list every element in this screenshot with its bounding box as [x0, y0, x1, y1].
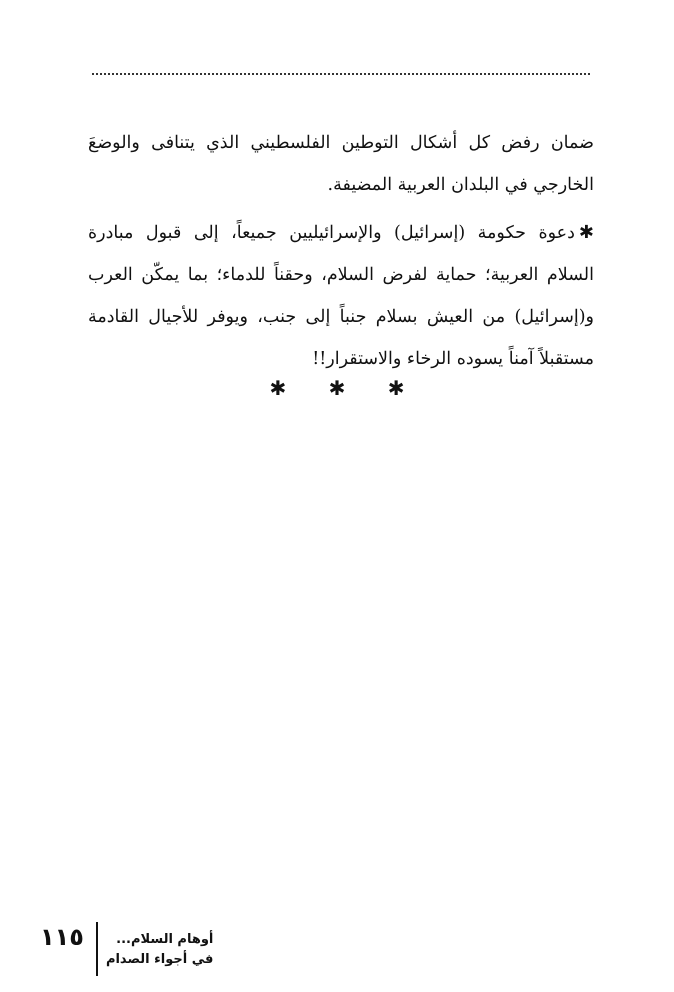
header-dotted-rule: [92, 73, 590, 75]
asterisk-icon: ✱: [269, 376, 287, 400]
asterisk-bullet-icon: ✱: [578, 222, 594, 243]
footer-divider: [96, 922, 98, 976]
book-title: [106, 922, 213, 970]
asterisk-icon: ✱: [387, 376, 405, 400]
book-title-line-1: أوهام السلام...: [116, 932, 214, 947]
paragraph-2-text: دعوة حكومة (إسرائيل) والإسرائيليين جميعاً، إلى قبول مبادرة السلام العربية؛ حماية لفرض السلام، وحقناً للدماء؛ بما يمكّن العرب و(إسرائيل) من العيش بسلام جنباً إلى جنب، ويوفر للأجيال القادمة مستقبلاً آمناً يسوده الرخاء والاستقرار!!: [88, 223, 594, 369]
page-body: [88, 122, 594, 380]
page-number: ١١٥: [40, 923, 84, 951]
page-footer: [40, 922, 213, 978]
paragraph-1: ضمان رفض كل أشكال التوطين الفلسطيني الذي يتنافى والوضعَ الخارجي في البلدان العربية المضيفة.: [88, 133, 594, 195]
book-title-line-2: في أجواء الصدام: [105, 952, 214, 967]
asterisk-icon: ✱: [328, 376, 346, 400]
paragraph-2: [88, 212, 594, 380]
section-separator: [0, 376, 674, 400]
